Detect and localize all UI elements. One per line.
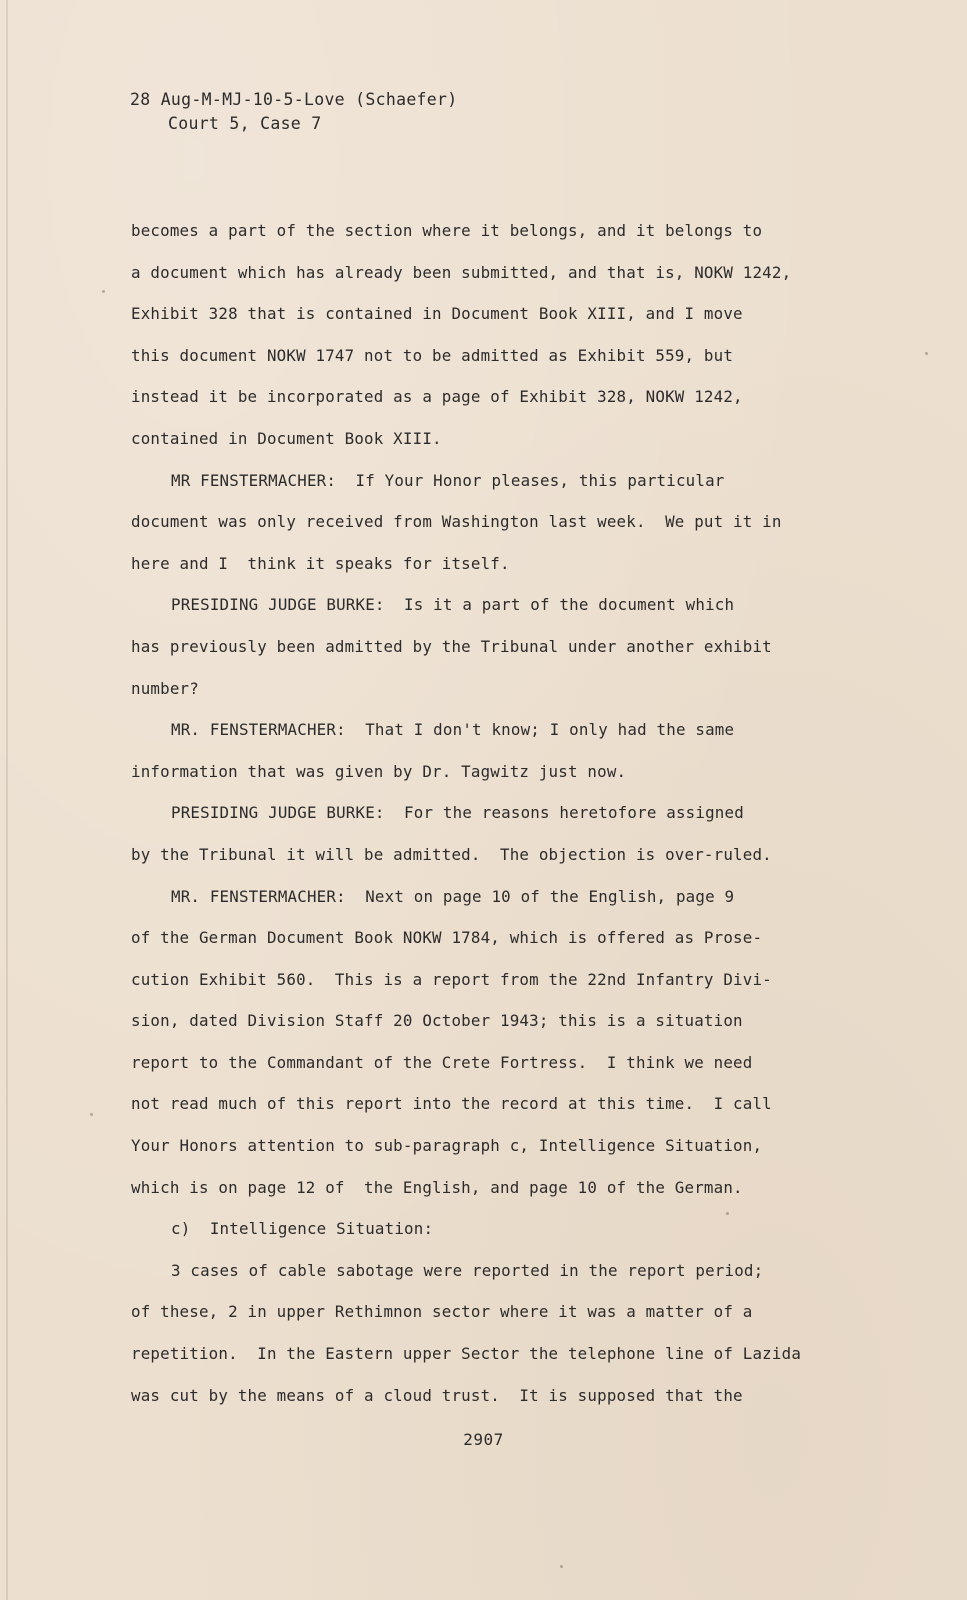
transcript-line: 3 cases of cable sabotage were reported in the report period; bbox=[171, 1260, 764, 1280]
transcript-line: not read much of this report into the record at this time. I call bbox=[131, 1094, 772, 1114]
transcript-line: which is on page 12 of the English, and page 10 of the German. bbox=[131, 1177, 743, 1197]
transcript-line: here and I think it speaks for itself. bbox=[131, 553, 510, 573]
transcript-line: PRESIDING JUDGE BURKE: Is it a part of the document which bbox=[171, 595, 735, 615]
transcript-line: of these, 2 in upper Rethimnon sector where it was a matter of a bbox=[131, 1302, 753, 1322]
transcript-line: MR. FENSTERMACHER: Next on page 10 of the English, page 9 bbox=[171, 886, 735, 906]
transcript-line: sion, dated Division Staff 20 October 1943; this is a situation bbox=[131, 1011, 743, 1031]
paper-speck bbox=[102, 290, 105, 293]
transcript-line: repetition. In the Eastern upper Sector the telephone line of Lazida bbox=[131, 1344, 802, 1364]
transcript-line: becomes a part of the section where it belongs, and it belongs to bbox=[131, 221, 763, 240]
transcript-body bbox=[131, 210, 871, 1416]
transcript-line: Exhibit 328 that is contained in Document Book XIII, and I move bbox=[131, 304, 743, 324]
header-reference: 28 Aug-M-MJ-10-5-Love (Schaefer) bbox=[130, 90, 458, 109]
document-header bbox=[130, 88, 457, 136]
transcript-line: this document NOKW 1747 not to be admitted as Exhibit 559, but bbox=[131, 345, 734, 365]
page-number: 2907 bbox=[463, 1430, 504, 1449]
paper-speck bbox=[90, 1113, 93, 1116]
transcript-line: contained in Document Book XIII. bbox=[131, 428, 442, 448]
transcript-line: by the Tribunal it will be admitted. The objection is over-ruled. bbox=[131, 844, 772, 864]
paper-speck bbox=[726, 1212, 729, 1215]
transcript-line: information that was given by Dr. Tagwitz just now. bbox=[131, 761, 627, 781]
transcript-line: of the German Document Book NOKW 1784, which is offered as Prose- bbox=[131, 928, 763, 948]
transcript-line: PRESIDING JUDGE BURKE: For the reasons heretofore assigned bbox=[171, 803, 744, 823]
transcript-line: document was only received from Washington last week. We put it in bbox=[131, 512, 782, 532]
transcript-line: a document which has already been submitted, and that is, NOKW 1242, bbox=[131, 262, 792, 282]
transcript-line: Your Honors attention to sub-paragraph c, Intelligence Situation, bbox=[131, 1136, 763, 1156]
transcript-line: number? bbox=[131, 678, 199, 698]
transcript-line: c) Intelligence Situation: bbox=[171, 1219, 434, 1239]
transcript-line: report to the Commandant of the Crete Fortress. I think we need bbox=[131, 1052, 753, 1072]
transcript-line: cution Exhibit 560. This is a report from the 22nd Infantry Divi- bbox=[131, 969, 772, 989]
transcript-line: has previously been admitted by the Tribunal under another exhibit bbox=[131, 636, 772, 656]
transcript-line: instead it be incorporated as a page of Exhibit 328, NOKW 1242, bbox=[131, 387, 743, 407]
header-court-case: Court 5, Case 7 bbox=[168, 114, 322, 133]
transcript-line: MR. FENSTERMACHER: That I don't know; I only had the same bbox=[171, 720, 735, 740]
paper-speck bbox=[925, 352, 928, 355]
transcript-line: MR FENSTERMACHER: If Your Honor pleases, this particular bbox=[171, 470, 725, 490]
paper-speck bbox=[560, 1565, 563, 1568]
transcript-line: was cut by the means of a cloud trust. It is supposed that the bbox=[131, 1385, 743, 1405]
